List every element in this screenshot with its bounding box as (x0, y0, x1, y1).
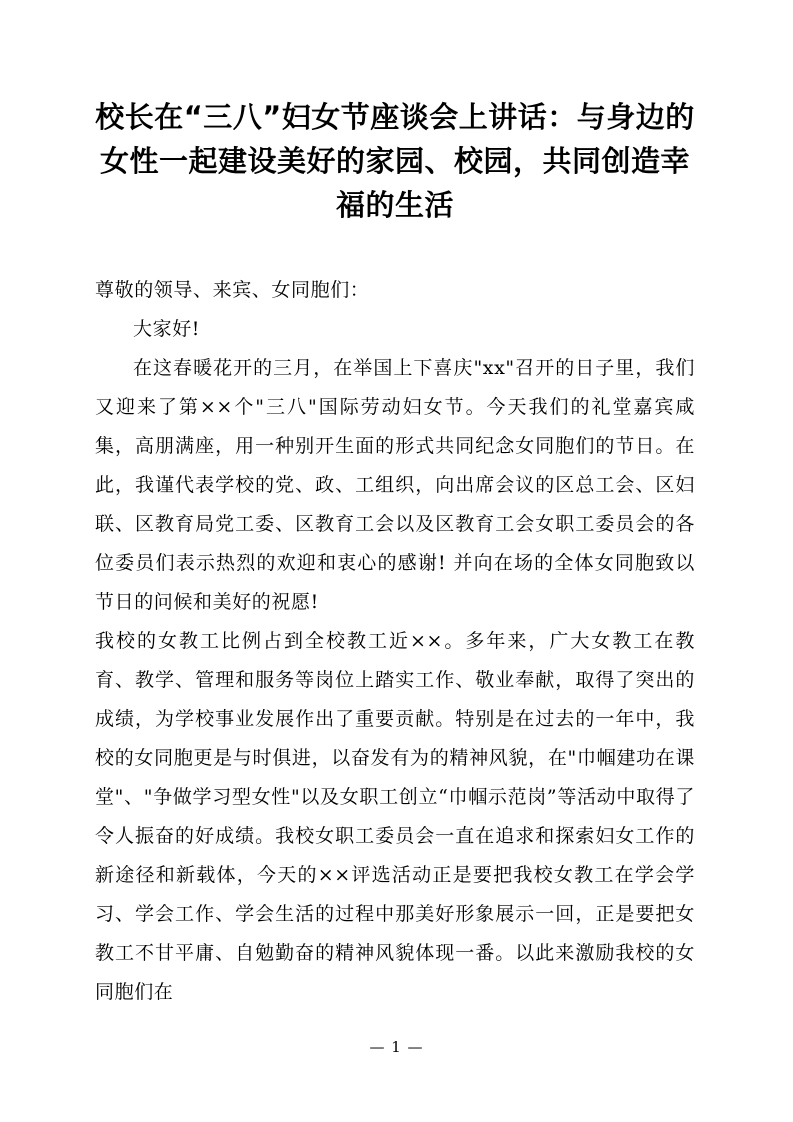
paragraph-body-1: 在这春暖花开的三月，在举国上下喜庆"xx"召开的日子里，我们又迎来了第××个"三八"国际劳动妇女节。今天我们的礼堂嘉宾咸集，高朋满座，用一种别开生面的形式共同纪念女同胞们的节日。在此，我谨代表学校的党、政、工组织，向出席会议的区总工会、区妇联、区教育局党工委、区教育工会以及区教育工会女职工委员会的各位委员们表示热烈的欢迎和衷心的感谢! 并向在场的全体女同胞致以节日的问候和美好的祝愿! (95, 357, 695, 613)
paragraph-body-2: 我校的女教工比例占到全校教工近××。多年来，广大女教工在教育、教学、管理和服务等岗位上踏实工作、敬业奉献，取得了突出的成绩，为学校事业发展作出了重要贡献。特别是在过去的一年中，我校的女同胞更是与时俱进，以奋发有为的精神风貌，在"巾帼建功在课堂"、"争做学习型女性"以及女职工创立“巾帼示范岗”等活动中取得了令人振奋的好成绩。我校女职工委员会一直在追求和探索妇女工作的新途径和新载体，今天的××评选活动正是要把我校女教工在学会学习、学会工作、学会生活的过程中那美好形象展示一回，正是要把女教工不甘平庸、自勉勤奋的精神风貌体现一番。以此来激励我校的女同胞们在 (95, 630, 695, 1003)
page-title: 校长在“三八”妇女节座谈会上讲话：与身边的女性一起建设美好的家园、校园，共同创造幸福的生活 (95, 100, 695, 222)
paragraph-salutation: 尊敬的领导、来宾、女同胞们： (95, 279, 370, 301)
paragraph-greeting: 大家好! (133, 318, 201, 340)
document-content (95, 95, 695, 1012)
page-footer: — 1 — (369, 1038, 424, 1056)
